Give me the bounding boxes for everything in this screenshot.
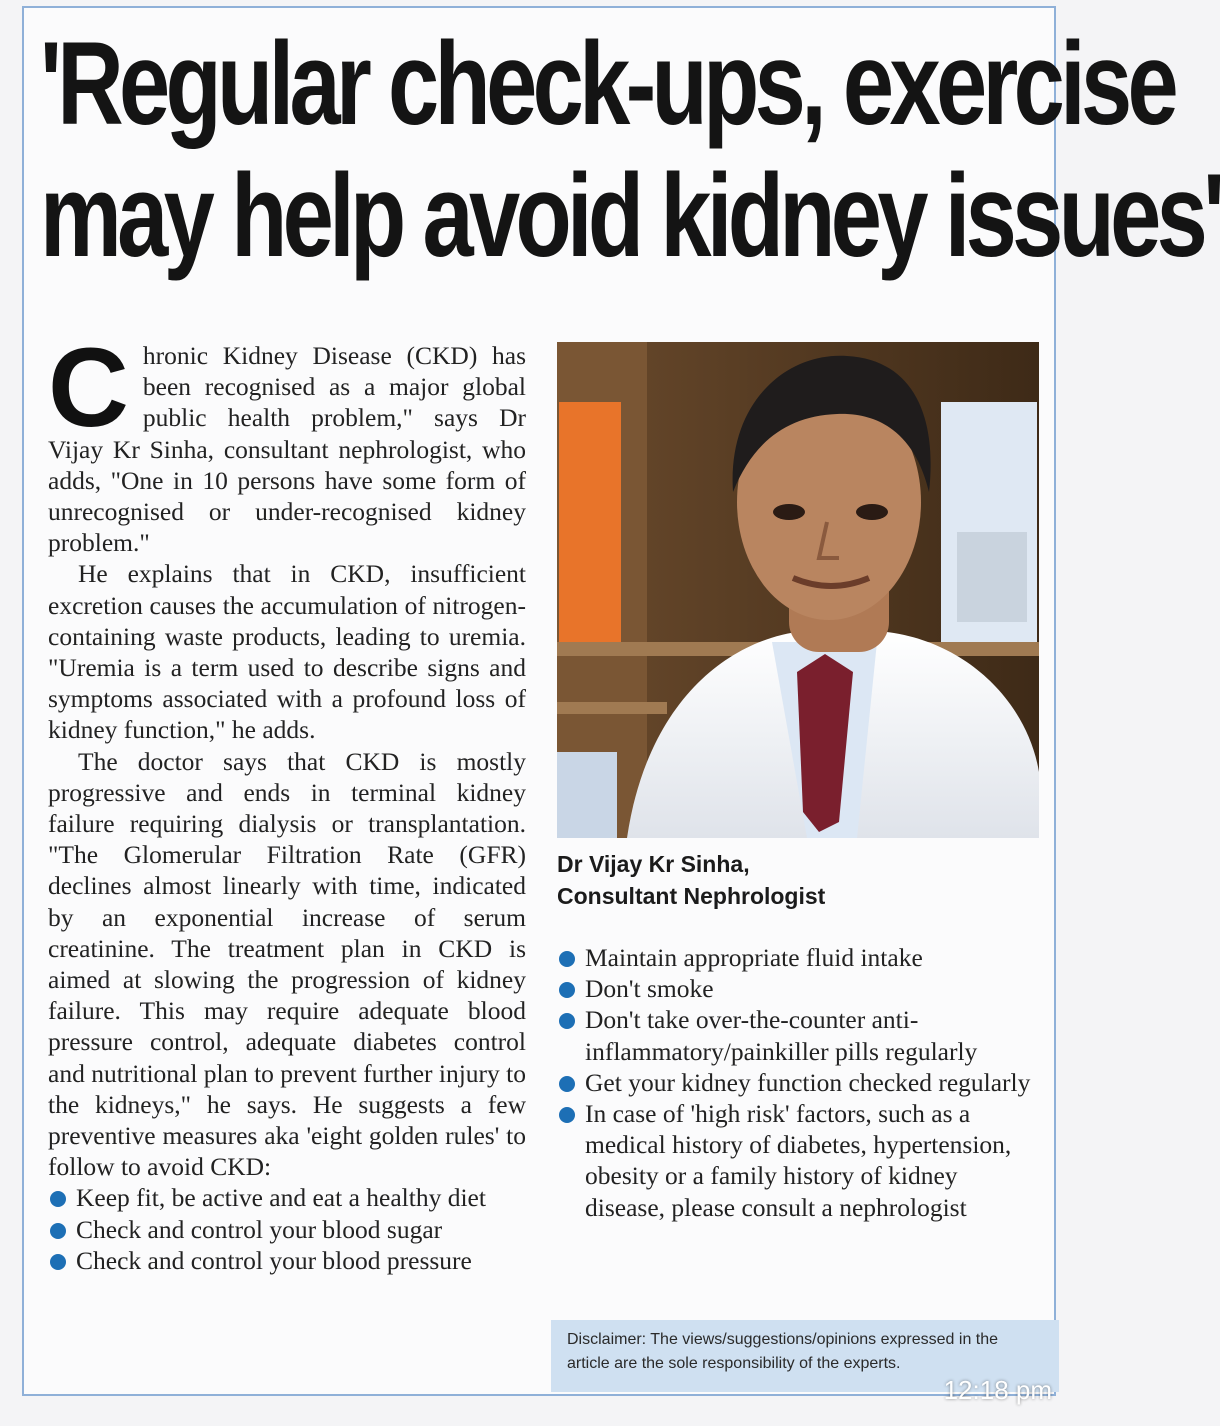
bullet-icon: [559, 1076, 575, 1092]
bullet-icon: [559, 982, 575, 998]
rule-text: Maintain appropriate fluid intake: [585, 943, 923, 972]
bullet-icon: [559, 1107, 575, 1123]
disclaimer-text: Disclaimer: The views/suggestions/opinions expressed in the article are the sole responsibility of the experts.: [567, 1331, 999, 1372]
paragraph-1: [48, 325, 526, 558]
bullet-icon: [559, 1013, 575, 1029]
headline: [40, 18, 1220, 282]
doctor-photo: [557, 342, 1039, 838]
doctor-portrait-illustration: [557, 342, 1039, 838]
headline-line-2: may help avoid kidney issues': [40, 150, 1220, 282]
paragraph-1-text: hronic Kidney Disease (CKD) has been recognised as a major global public health problem," says Dr Vijay Kr Sinha, consultant nephrologist, who adds, "One in 10 persons have some form of unrecognised or under-recognised kidney problem.": [48, 341, 526, 558]
paragraph-2: He explains that in CKD, insufficient excretion causes the accumulation of nitrogen-containing waste products, leading to uremia. "Uremia is a term used to describe signs and symptoms associated with a profound loss of kidney function," he adds.: [48, 559, 526, 745]
time-overlay: 12:18 pm: [943, 1375, 1052, 1405]
caption-name: Dr Vijay Kr Sinha,: [557, 851, 750, 877]
paragraph-3: The doctor says that CKD is mostly progressive and ends in terminal kidney failure requiring dialysis or transplantation. "The Glomerular Filtration Rate (GFR) declines almost linearly with time, indicated by an exponential increase of serum creatinine. The treatment plan in CKD is aimed at slowing the progression of kidney failure. This may require adequate blood pressure control, adequate diabetes control and nutritional plan to prevent further injury to the kidneys," he says. He suggests a few preventive measures aka 'eight golden rules' to follow to avoid CKD:: [48, 746, 527, 1182]
rule-item: [557, 942, 1035, 973]
caption-title: Consultant Nephrologist: [557, 883, 826, 909]
bullet-icon: [50, 1254, 66, 1270]
golden-rules-list-right: [557, 942, 1035, 1223]
rule-item: [557, 1004, 1035, 1066]
rule-text: Check and control your blood sugar: [76, 1214, 443, 1244]
article-right-column: [557, 942, 1035, 1223]
bullet-icon: [50, 1223, 66, 1239]
rule-text: In case of 'high risk' factors, such as a medical history of diabetes, hypertension, obesity or a family history of kidney disease, please consult a nephrologist: [585, 1099, 1012, 1222]
rule-text: Get your kidney function checked regularly: [585, 1067, 1031, 1097]
rule-item: [48, 1245, 526, 1276]
rule-item: [557, 1098, 1035, 1223]
drop-cap: C: [48, 325, 129, 450]
rule-item: [48, 1214, 526, 1245]
bullet-icon: [559, 951, 575, 967]
photo-caption: [557, 848, 1037, 912]
article-left-column: [48, 325, 527, 1276]
rule-text: Don't take over-the-counter anti-inflammatory/painkiller pills regularly: [585, 1005, 978, 1066]
rule-item: [557, 973, 1035, 1004]
rule-text: Check and control your blood pressure: [76, 1245, 472, 1275]
rule-text: Don't smoke: [585, 974, 714, 1004]
rule-item: [48, 1182, 526, 1213]
rule-item: [557, 1067, 1035, 1098]
rule-text: Keep fit, be active and eat a healthy diet: [76, 1183, 486, 1213]
golden-rules-list-left: [48, 1182, 526, 1276]
bullet-icon: [50, 1191, 66, 1207]
headline-line-1: 'Regular check-ups, exercise: [40, 18, 1175, 150]
